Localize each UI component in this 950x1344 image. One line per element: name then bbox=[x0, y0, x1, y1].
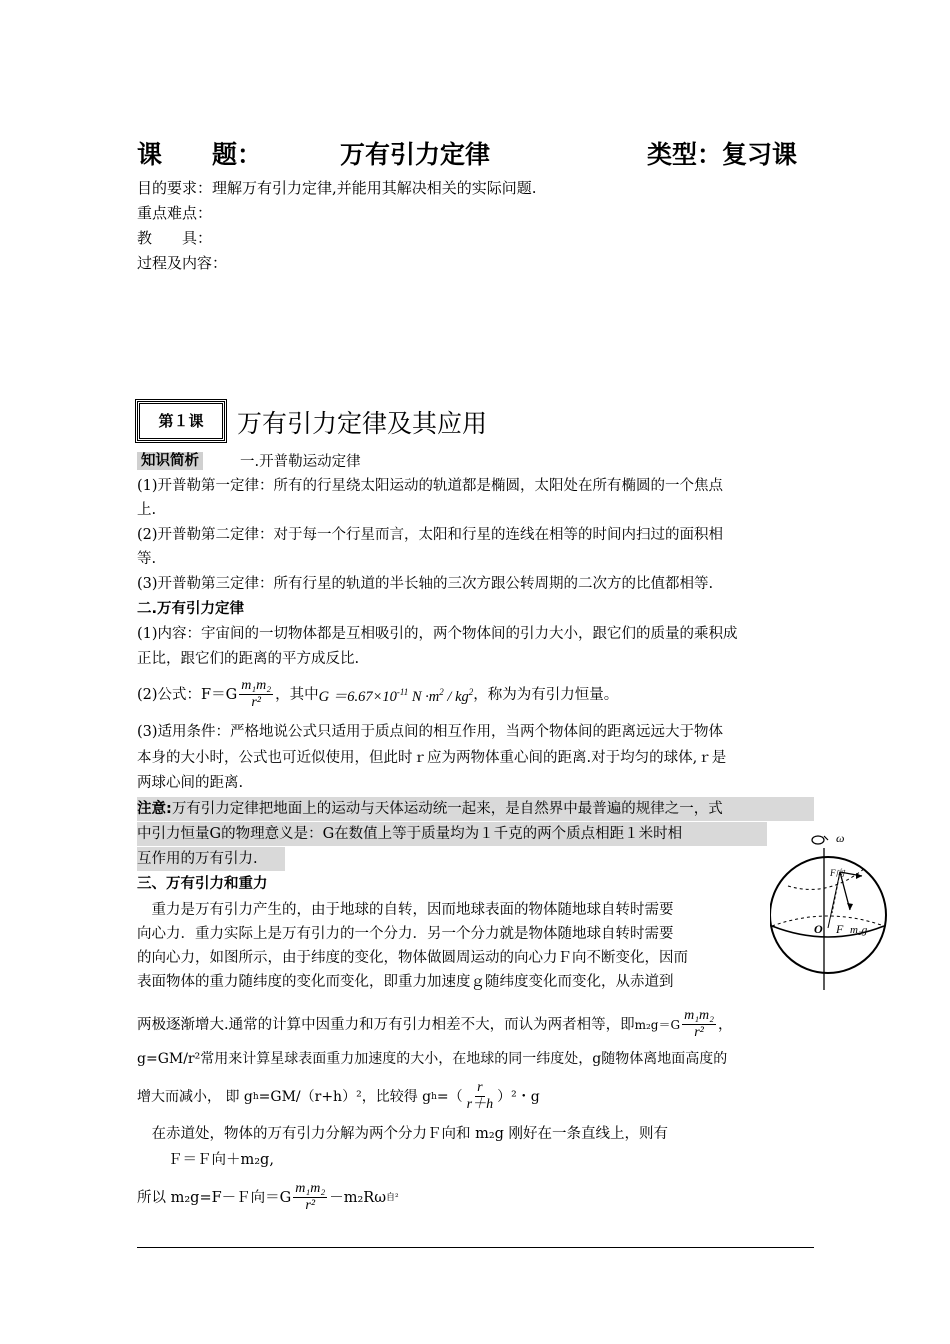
g7-d: ）²・g bbox=[497, 1088, 540, 1105]
kepler2-line-a: (2)开普勒第二定律：对于每一个行星而言，太阳和行星的连线在相等的时间内扫过的面积相 bbox=[137, 527, 724, 543]
equator-numerator: m₁m₂ bbox=[295, 1181, 326, 1196]
key-points-line: 重点难点： bbox=[137, 204, 213, 222]
kepler1-line-a: (1)开普勒第一定律：所有的行星绕太阳运动的轨道都是椭圆，太阳处在所有椭圆的一个焦点 bbox=[137, 478, 724, 494]
gravity-line-3: 的向心力，如图所示，由于纬度的变化，物体做圆周运动的向心力Ｆ向不断变化，因而 bbox=[137, 950, 688, 966]
e3-sub: 自 bbox=[386, 1192, 396, 1203]
gravity-eq-fraction bbox=[682, 1008, 716, 1041]
omega-label: ω bbox=[836, 831, 845, 845]
height-ratio-numerator: r bbox=[477, 1080, 483, 1095]
note-line-a bbox=[137, 797, 814, 821]
g-value: G ＝6.67×10 bbox=[318, 688, 397, 705]
g7-a: 增大而减小， 即 g bbox=[137, 1088, 253, 1105]
height-ratio-denominator: r＋h bbox=[466, 1097, 494, 1112]
gravity-line-4: 表面物体的重力随纬度的变化而变化，即重力加速度ｇ随纬度变化而变化，从赤道到 bbox=[137, 974, 674, 990]
equator-line-1: 在赤道处，物体的万有引力分解为两个分力Ｆ向和 m₂g 刚好在一条直线上，则有 bbox=[137, 1126, 669, 1142]
g-unit2: / kg bbox=[443, 688, 469, 705]
g7-sub1: h bbox=[252, 1091, 259, 1102]
knowledge-tag: 知识简析 bbox=[137, 452, 203, 470]
gravity-eq-denominator: r² bbox=[694, 1025, 704, 1040]
e3-b: －m₂Rω bbox=[329, 1189, 387, 1206]
section2-title: 二.万有引力定律 bbox=[137, 601, 245, 617]
gravity-line-7 bbox=[137, 1080, 540, 1113]
formula-line bbox=[137, 678, 618, 711]
goal-line: 目的要求：理解万有引力定律,并能用其解决相关的实际问题. bbox=[137, 179, 537, 197]
header-label: 课 题： bbox=[137, 140, 263, 169]
kepler3-line: (3)开普勒第三定律：所有行星的轨道的半长轴的三次方跟公转周期的二次方的比值都相等. bbox=[137, 576, 714, 592]
gravity-line-6: g=GM/r²常用来计算星球表面重力加速度的大小，在地球的同一纬度处，g随物体离地面高度的 bbox=[137, 1051, 728, 1067]
formula-prefix: (2)公式：F＝G bbox=[137, 686, 238, 703]
fraction-numerator: m₁m₂ bbox=[241, 678, 272, 693]
g-unit-sq: 2 bbox=[439, 687, 444, 698]
gravity-eq-numerator: m₁m₂ bbox=[684, 1008, 715, 1023]
m2g-label: m₂g bbox=[850, 924, 868, 936]
condition-line-b: 本身的大小时，公式也可近似使用，但此时ｒ应为两物体重心间的距离.对于均匀的球体,ｒ是 bbox=[137, 750, 727, 766]
content1-line-a: (1)内容：宇宙间的一切物体都是互相吸引的，两个物体间的引力大小，跟它们的质量的乘积成 bbox=[137, 626, 738, 642]
tools-line: 教 具： bbox=[137, 229, 213, 247]
fraction-denominator: r² bbox=[251, 695, 261, 710]
lesson-number-box: 第１课 bbox=[137, 401, 225, 441]
gravity-line-1: 重力是万有引力产生的，由于地球的自转，因而地球表面的物体随地球自转时需要 bbox=[137, 902, 674, 918]
formula-suffix: ，称为为有引力恒量。 bbox=[473, 686, 619, 703]
gravity-eq-prefix: m₂g＝G bbox=[634, 1017, 681, 1032]
note-label: 注意: bbox=[137, 801, 172, 817]
height-ratio-fraction bbox=[465, 1080, 495, 1113]
e3-a: 所以 m₂g=F－Ｆ向＝G bbox=[137, 1189, 292, 1206]
g7-b: =GM/（r+h）²，比较得 g bbox=[258, 1088, 432, 1105]
g-exponent: -11 bbox=[396, 687, 409, 698]
g-constant bbox=[319, 680, 474, 709]
equator-fraction bbox=[293, 1181, 327, 1214]
gravity-line-5-text: 两极逐渐增大.通常的计算中因重力和万有引力相差不大，而认为两者相等，即 bbox=[137, 1016, 635, 1033]
force-f-label: F bbox=[836, 922, 844, 936]
kepler1-line-b: 上. bbox=[137, 502, 157, 518]
g7-sub2: h bbox=[431, 1091, 437, 1102]
gravity-line-5: 两极逐渐增大.通常的计算中因重力和万有引力相差不大，而认为两者相等，即 m₂g＝G $\frac{\text{m₁m₂}}{\text{r²}}$ ， bbox=[137, 1008, 733, 1040]
g-unit: N ·m bbox=[408, 688, 440, 705]
lesson-title: 万有引力定律及其应用 bbox=[237, 409, 488, 438]
gravity-line-2: 向心力．重力实际上是万有引力的一个分力．另一个分力就是物体随地球自转时需要 bbox=[137, 926, 674, 942]
content1-line-b: 正比，跟它们的距离的平方成反比. bbox=[137, 651, 360, 667]
formula-mid: ，其中 bbox=[275, 686, 319, 703]
note-line-b: 中引力恒量G的物理意义是：G在数值上等于质量均为１千克的两个质点相距１米时相 bbox=[137, 822, 767, 846]
header-topic: 万有引力定律 bbox=[340, 140, 491, 169]
kepler2-line-b: 等. bbox=[137, 551, 157, 567]
earth-rotation-figure bbox=[770, 828, 900, 993]
equator-line-3 bbox=[137, 1181, 399, 1214]
note-text-a: 万有引力定律把地面上的运动与天体运动统一起来，是自然界中最普遍的规律之一，式 bbox=[171, 801, 723, 817]
header-type: 类型：复习课 bbox=[647, 140, 798, 169]
f-direction-label: F向 bbox=[830, 868, 845, 878]
page-divider bbox=[137, 1247, 814, 1248]
section3-title: 三、万有引力和重力 bbox=[137, 876, 268, 892]
condition-line-c: 两球心间的距离. bbox=[137, 775, 244, 791]
gravity-fraction bbox=[239, 678, 273, 711]
equator-denominator: r² bbox=[305, 1198, 316, 1213]
process-line: 过程及内容： bbox=[137, 254, 228, 272]
e3-sup: ² bbox=[395, 1192, 399, 1203]
g7-c: =（ bbox=[436, 1088, 463, 1105]
g-unit2-sq: 2 bbox=[468, 687, 474, 698]
center-o-label: O bbox=[814, 922, 823, 936]
note-line-c: 互作用的万有引力. bbox=[137, 847, 285, 871]
condition-line-a: (3)适用条件：严格地说公式只适用于质点间的相互作用，当两个物体间的距离远远大于物体 bbox=[137, 724, 724, 740]
equator-line-2: Ｆ＝Ｆ向＋m₂g, bbox=[168, 1152, 274, 1168]
section1-title: 一.开普勒运动定律 bbox=[240, 454, 361, 470]
